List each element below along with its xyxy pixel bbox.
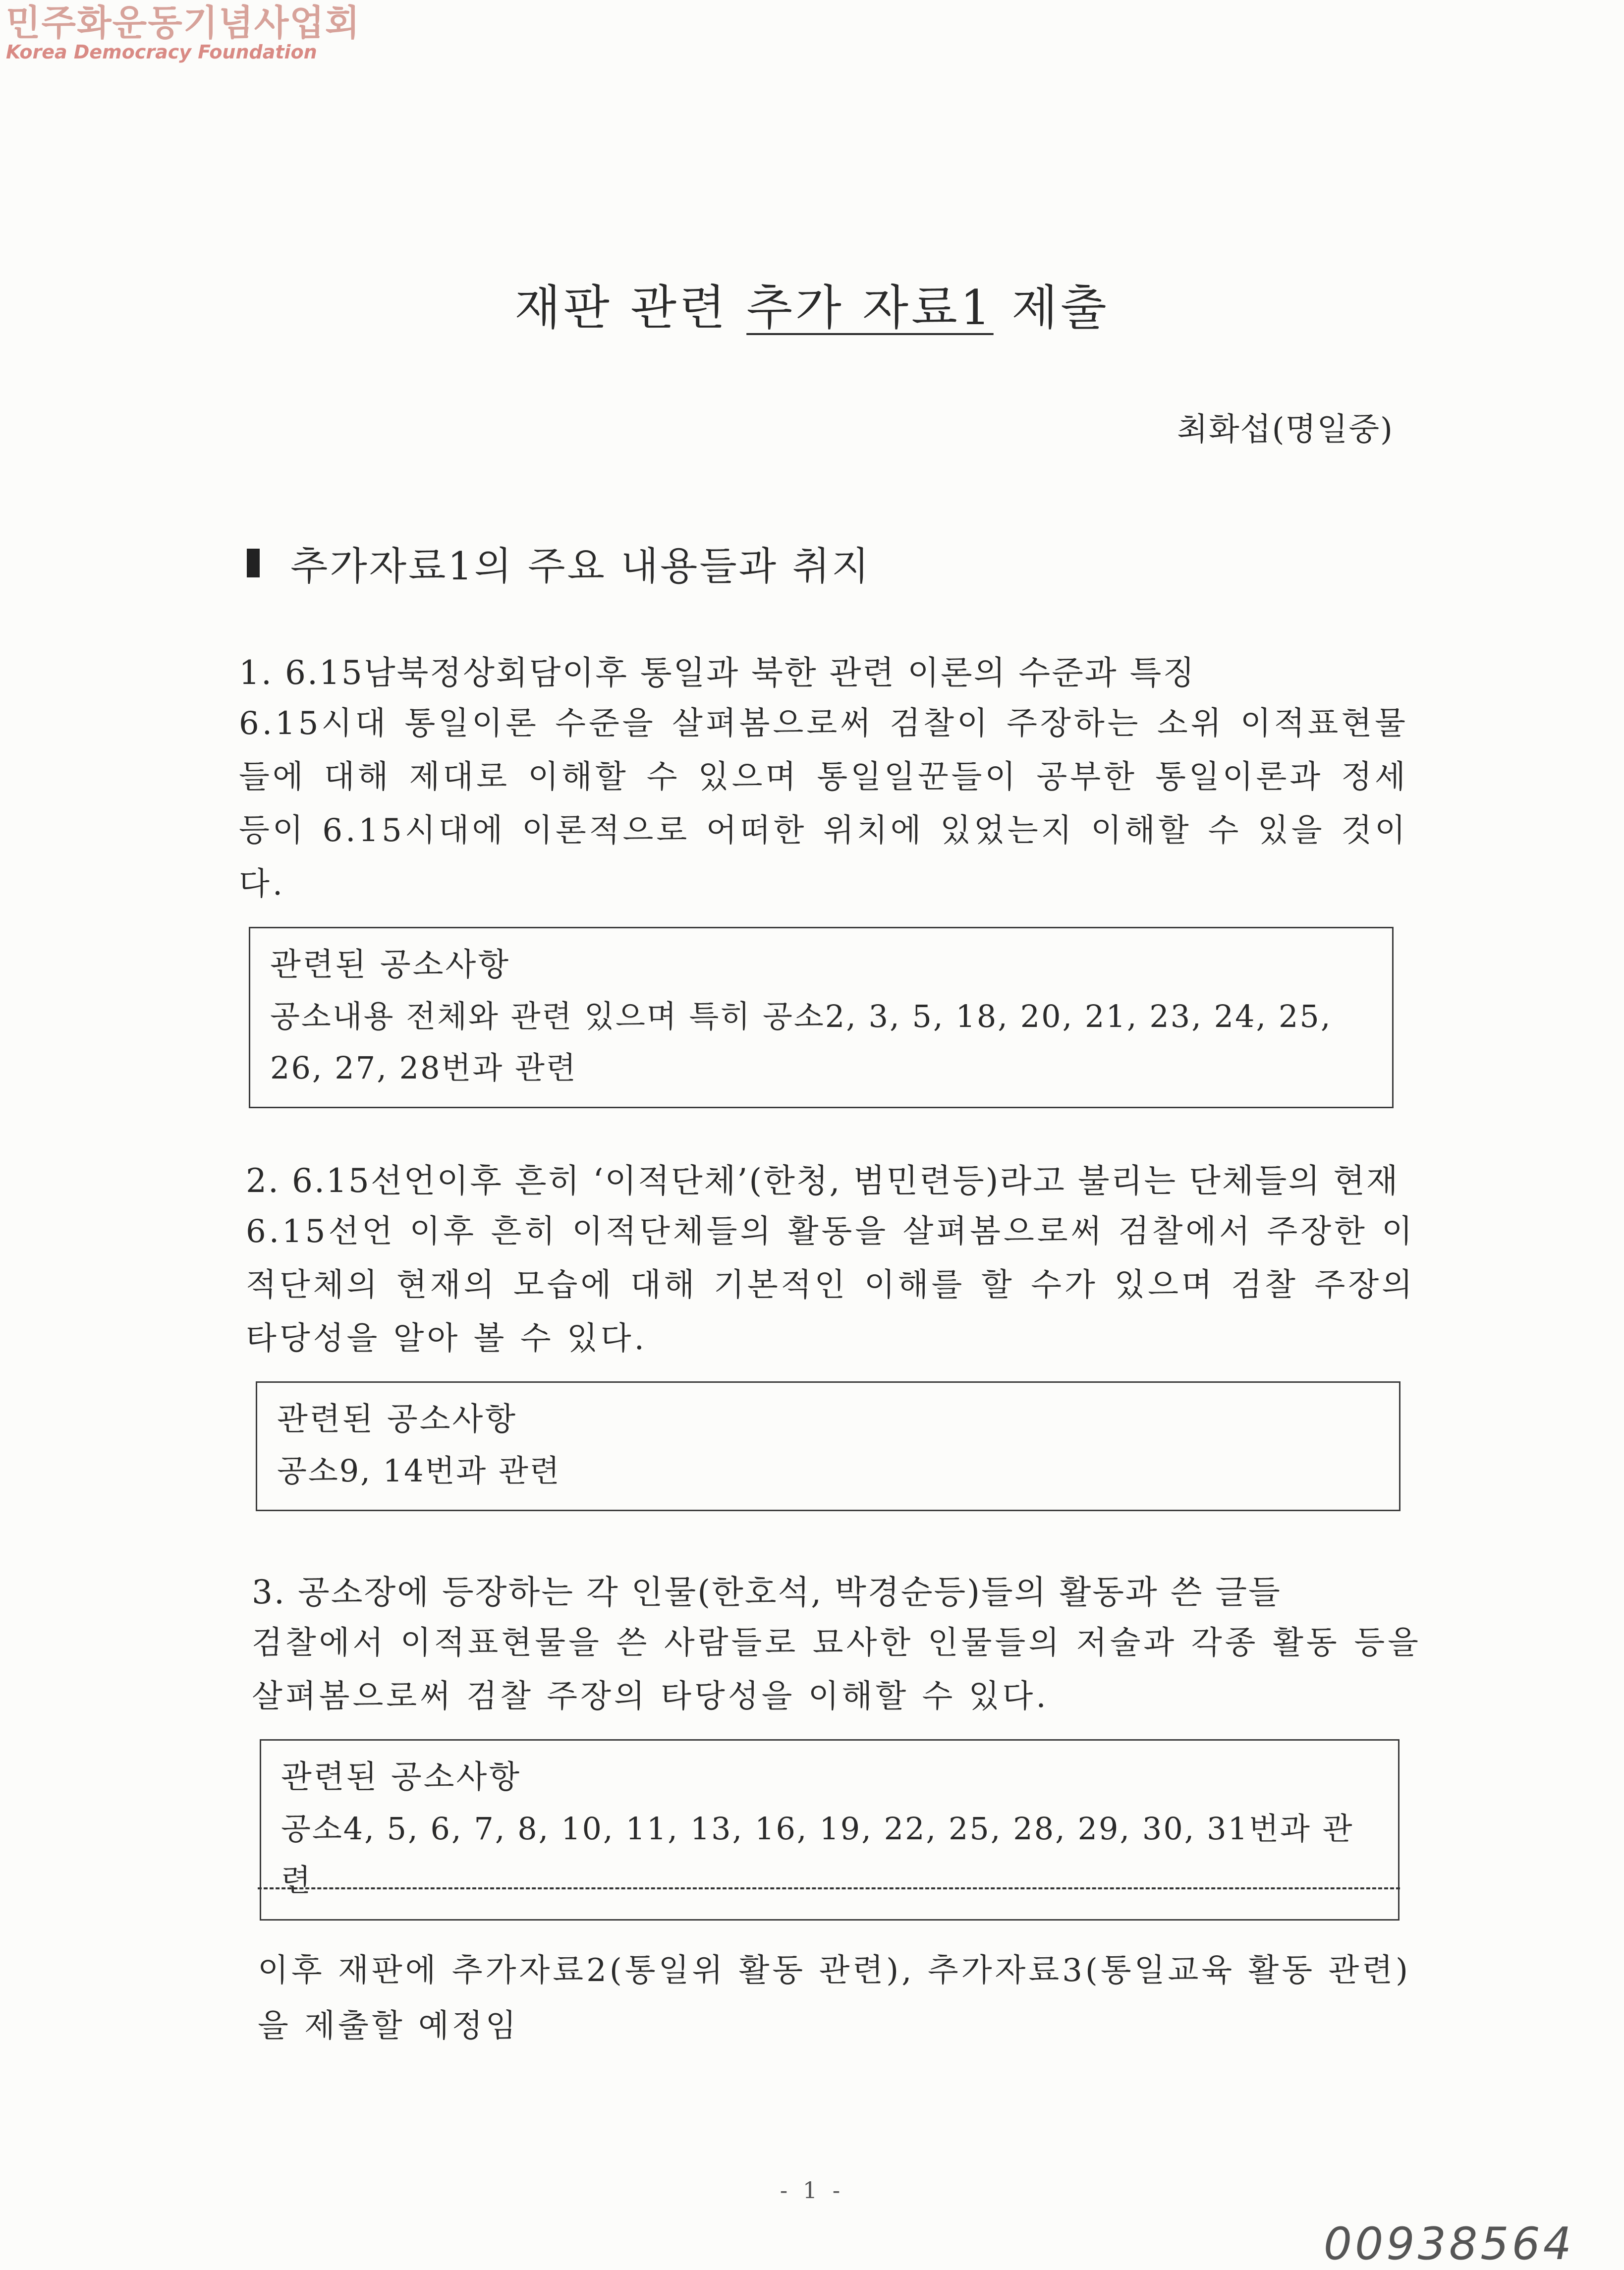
related-charges-box bbox=[256, 1381, 1400, 1511]
archive-serial-number: 00938564 bbox=[1323, 2218, 1574, 2270]
foundation-watermark bbox=[6, 2, 361, 63]
title-prefix: 재판 관련 bbox=[514, 280, 747, 336]
content-item-2 bbox=[246, 1157, 1415, 1511]
item-title: 1. 6.15남북정상회담이후 통일과 북한 관련 이론의 수준과 특징 bbox=[239, 654, 1196, 692]
author: 최화섭(명일중) bbox=[1177, 411, 1394, 448]
related-charges-box bbox=[260, 1739, 1400, 1921]
related-charges-box bbox=[249, 927, 1394, 1108]
watermark-english: Korea Democracy Foundation bbox=[6, 41, 317, 63]
item-body: 6.15선언 이후 흔히 이적단체들의 활동을 살펴봄으로써 검찰에서 주장한 이적단체의 현재의 모습에 대해 기본적인 이해를 할 수가 있으며 검찰 주장의 타당성을 알아 볼 수 있다. bbox=[246, 1213, 1415, 1357]
watermark-korean: 민주화운동기념사업회 bbox=[6, 2, 361, 44]
box-text: 공소4, 5, 6, 7, 8, 10, 11, 13, 16, 19, 22, 25, 28, 29, 30, 31번과 관련 bbox=[281, 1811, 1354, 1898]
square-bullet-icon bbox=[247, 549, 260, 577]
title-underlined: 추가 자료1 bbox=[746, 280, 994, 336]
section-heading bbox=[247, 535, 871, 591]
box-heading: 관련된 공소사항 bbox=[270, 947, 511, 983]
closing-note: 이후 재판에 추가자료2(통일위 활동 관련), 추가자료3(통일교육 활동 관련)을 제출할 예정임 bbox=[258, 1952, 1411, 2044]
box-heading: 관련된 공소사항 bbox=[277, 1401, 518, 1438]
section-heading-text: 추가자료1의 주요 내용들과 취지 bbox=[290, 544, 871, 589]
document-title bbox=[0, 270, 1624, 338]
item-title: 3. 공소장에 등장하는 각 인물(한호석, 박경순등)들의 활동과 쓴 글들 bbox=[252, 1573, 1282, 1611]
item-body: 6.15시대 통일이론 수준을 살펴봄으로써 검찰이 주장하는 소위 이적표현물들에 대해 제대로 이해할 수 있으며 통일일꾼들이 공부한 통일이론과 정세 등이 6.15시대에 이론적으로 어떠한 위치에 있었는지 이해할 수 있을 것이다. bbox=[239, 705, 1408, 903]
page-number: - 1 - bbox=[780, 2177, 844, 2204]
content-item-1 bbox=[239, 649, 1408, 1108]
item-body: 검찰에서 이적표현물을 쓴 사람들로 묘사한 인물들의 저술과 각종 활동 등을 살펴봄으로써 검찰 주장의 타당성을 이해할 수 있다. bbox=[252, 1625, 1421, 1715]
content-item-3 bbox=[252, 1569, 1421, 1921]
title-suffix: 제출 bbox=[993, 280, 1110, 336]
item-title: 2. 6.15선언이후 흔히 ‘이적단체’(한청, 범민련등)라고 불리는 단체들의 현재 bbox=[246, 1162, 1400, 1200]
box-text: 공소9, 14번과 관련 bbox=[277, 1453, 561, 1489]
dashed-divider bbox=[258, 1887, 1400, 1891]
box-heading: 관련된 공소사항 bbox=[281, 1759, 522, 1796]
box-text: 공소내용 전체와 관련 있으며 특히 공소2, 3, 5, 18, 20, 21, 23, 24, 25, 26, 27, 28번과 관련 bbox=[270, 998, 1332, 1086]
